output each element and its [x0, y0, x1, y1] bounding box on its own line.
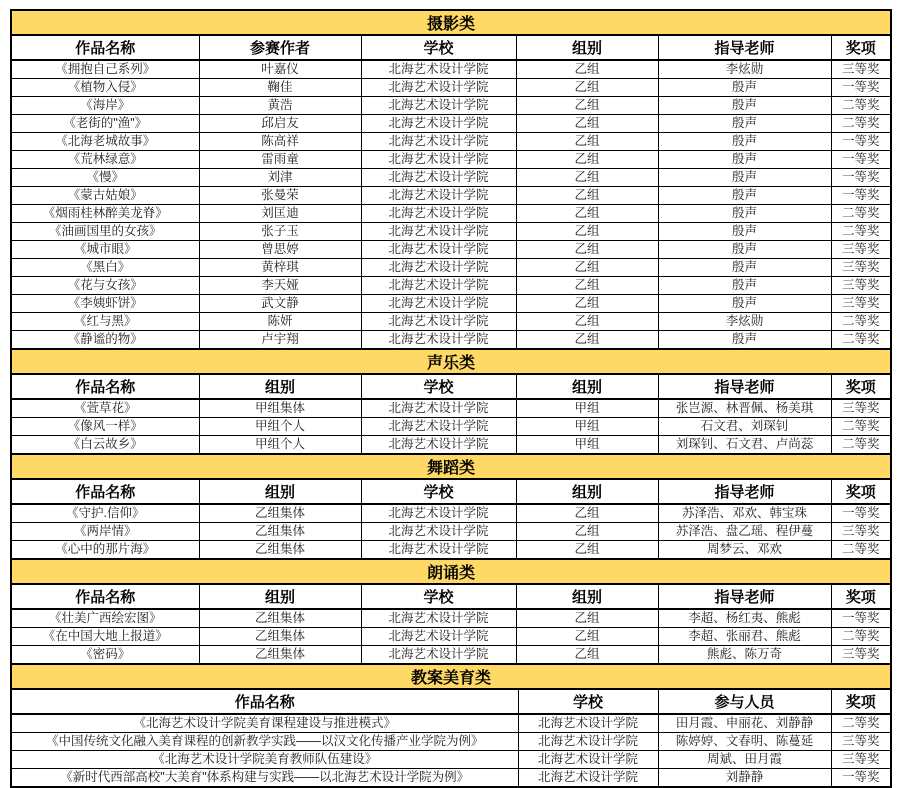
table-row: [11, 504, 891, 523]
cell: 三等奖: [831, 259, 891, 277]
cell: 乙组: [516, 541, 658, 560]
cell: 乙组集体: [199, 523, 361, 541]
table-row: [11, 313, 891, 331]
cell: 周梦云、邓欢: [658, 541, 831, 560]
cell: 甲组: [516, 399, 658, 418]
cell: 北海艺术设计学院: [361, 241, 516, 259]
column-header: 奖项: [831, 479, 891, 504]
cell: 乙组: [516, 223, 658, 241]
cell: 乙组: [516, 277, 658, 295]
section-table: [10, 453, 892, 560]
cell: 北海艺术设计学院: [361, 151, 516, 169]
column-header: 参与人员: [658, 689, 831, 714]
cell: 乙组集体: [199, 541, 361, 560]
table-row: [11, 151, 891, 169]
column-header: 组别: [516, 479, 658, 504]
cell: 一等奖: [831, 79, 891, 97]
cell: 田月霞、申丽花、刘静静: [658, 714, 831, 733]
cell: 《新时代西部高校"大美育"体系构建与实践——以北海艺术设计学院为例》: [11, 769, 518, 788]
cell: 二等奖: [831, 714, 891, 733]
column-header: 参赛作者: [199, 35, 361, 60]
cell: 李天娅: [199, 277, 361, 295]
cell: 乙组集体: [199, 628, 361, 646]
cell: 北海艺术设计学院: [361, 79, 516, 97]
cell: 乙组: [516, 151, 658, 169]
cell: 三等奖: [831, 295, 891, 313]
cell: 雷雨童: [199, 151, 361, 169]
table-row: [11, 60, 891, 79]
cell: 二等奖: [831, 628, 891, 646]
cell: 《北海艺术设计学院美育课程建设与推进模式》: [11, 714, 518, 733]
cell: 三等奖: [831, 399, 891, 418]
cell: 殷声: [658, 169, 831, 187]
cell: 曾思婷: [199, 241, 361, 259]
cell: 卢宇翔: [199, 331, 361, 350]
table-row: [11, 751, 891, 769]
cell: 乙组: [516, 646, 658, 665]
cell: 《慢》: [11, 169, 199, 187]
cell: 甲组: [516, 418, 658, 436]
cell: 殷声: [658, 277, 831, 295]
cell: 乙组: [516, 187, 658, 205]
cell: 殷声: [658, 259, 831, 277]
cell: 乙组: [516, 295, 658, 313]
column-header: 组别: [516, 374, 658, 399]
cell: 《李姨虾饼》: [11, 295, 199, 313]
cell: 北海艺术设计学院: [361, 205, 516, 223]
cell: 二等奖: [831, 313, 891, 331]
table-row: [11, 79, 891, 97]
cell: 北海艺术设计学院: [361, 169, 516, 187]
table-row: [11, 331, 891, 350]
column-header: 作品名称: [11, 374, 199, 399]
cell: 北海艺术设计学院: [361, 97, 516, 115]
cell: 《在中国大地上报道》: [11, 628, 199, 646]
cell: 甲组个人: [199, 418, 361, 436]
cell: 乙组: [516, 169, 658, 187]
cell: 《油画国里的女孩》: [11, 223, 199, 241]
cell: 《拥抱自己系列》: [11, 60, 199, 79]
cell: 一等奖: [831, 133, 891, 151]
cell: 乙组: [516, 241, 658, 259]
cell: 二等奖: [831, 331, 891, 350]
cell: 《植物入侵》: [11, 79, 199, 97]
cell: 乙组集体: [199, 646, 361, 665]
cell: 二等奖: [831, 223, 891, 241]
cell: 张曼荣: [199, 187, 361, 205]
section-band: [11, 10, 891, 35]
cell: 乙组集体: [199, 609, 361, 628]
cell: 《中国传统文化融入美育课程的创新教学实践——以汉文化传播产业学院为例》: [11, 733, 518, 751]
cell: 《像风一样》: [11, 418, 199, 436]
cell: 乙组: [516, 313, 658, 331]
cell: 李超、杨红夷、熊彪: [658, 609, 831, 628]
column-header-row: [11, 35, 891, 60]
cell: 苏泽浩、邓欢、韩宝珠: [658, 504, 831, 523]
cell: 北海艺术设计学院: [361, 187, 516, 205]
cell: 二等奖: [831, 115, 891, 133]
table-row: [11, 115, 891, 133]
cell: 《蒙古姑娘》: [11, 187, 199, 205]
table-row: [11, 436, 891, 455]
cell: 乙组: [516, 609, 658, 628]
cell: 北海艺术设计学院: [361, 418, 516, 436]
cell: 李炫勋: [658, 313, 831, 331]
column-header: 学校: [518, 689, 658, 714]
cell: 石文君、刘琛钊: [658, 418, 831, 436]
cell: 北海艺术设计学院: [361, 628, 516, 646]
cell: 殷声: [658, 133, 831, 151]
cell: 《密码》: [11, 646, 199, 665]
column-header: 奖项: [831, 689, 891, 714]
cell: 北海艺术设计学院: [361, 541, 516, 560]
cell: 三等奖: [831, 60, 891, 79]
cell: 殷声: [658, 115, 831, 133]
cell: 北海艺术设计学院: [361, 523, 516, 541]
table-row: [11, 223, 891, 241]
cell: 《花与女孩》: [11, 277, 199, 295]
cell: 乙组: [516, 523, 658, 541]
cell: 李炫勋: [658, 60, 831, 79]
cell: 甲组集体: [199, 399, 361, 418]
cell: 一等奖: [831, 187, 891, 205]
cell: 一等奖: [831, 504, 891, 523]
section-band: [11, 664, 891, 689]
cell: 《静谧的物》: [11, 331, 199, 350]
column-header-row: [11, 689, 891, 714]
cell: 武文静: [199, 295, 361, 313]
cell: 北海艺术设计学院: [518, 769, 658, 788]
cell: 《壮美广西绘宏图》: [11, 609, 199, 628]
column-header: 学校: [361, 374, 516, 399]
column-header-row: [11, 374, 891, 399]
section-table: [10, 9, 892, 350]
table-row: [11, 714, 891, 733]
cell: 《烟雨桂林醉美龙脊》: [11, 205, 199, 223]
table-row: [11, 97, 891, 115]
cell: 北海艺术设计学院: [361, 609, 516, 628]
cell: 陈妍: [199, 313, 361, 331]
table-row: [11, 169, 891, 187]
cell: 邱启友: [199, 115, 361, 133]
cell: 北海艺术设计学院: [361, 60, 516, 79]
cell: 二等奖: [831, 541, 891, 560]
cell: 张子玉: [199, 223, 361, 241]
table-row: [11, 733, 891, 751]
column-header: 组别: [199, 374, 361, 399]
cell: 殷声: [658, 187, 831, 205]
cell: 北海艺术设计学院: [361, 295, 516, 313]
cell: 《北海老城故事》: [11, 133, 199, 151]
table-row: [11, 609, 891, 628]
cell: 刘琛钊、石文君、卢尚蕊: [658, 436, 831, 455]
cell: 三等奖: [831, 751, 891, 769]
column-header: 作品名称: [11, 35, 199, 60]
section-title: 教案美育类: [11, 664, 891, 689]
table-row: [11, 523, 891, 541]
cell: 殷声: [658, 97, 831, 115]
cell: 刘津: [199, 169, 361, 187]
cell: 刘匡迪: [199, 205, 361, 223]
cell: 乙组: [516, 115, 658, 133]
column-header: 指导老师: [658, 584, 831, 609]
cell: 乙组: [516, 628, 658, 646]
table-row: [11, 241, 891, 259]
table-row: [11, 399, 891, 418]
cell: 三等奖: [831, 277, 891, 295]
cell: 乙组: [516, 60, 658, 79]
column-header: 组别: [199, 479, 361, 504]
column-header: 指导老师: [658, 35, 831, 60]
column-header: 指导老师: [658, 479, 831, 504]
cell: 《萱草花》: [11, 399, 199, 418]
section-title: 摄影类: [11, 10, 891, 35]
cell: 北海艺术设计学院: [361, 277, 516, 295]
cell: 《黑白》: [11, 259, 199, 277]
section-title: 声乐类: [11, 349, 891, 374]
cell: 北海艺术设计学院: [361, 399, 516, 418]
column-header: 作品名称: [11, 479, 199, 504]
cell: 殷声: [658, 331, 831, 350]
cell: 甲组: [516, 436, 658, 455]
cell: 三等奖: [831, 646, 891, 665]
cell: 陈高祥: [199, 133, 361, 151]
cell: 周斌、田月霞: [658, 751, 831, 769]
cell: 北海艺术设计学院: [361, 223, 516, 241]
cell: 黄梓琪: [199, 259, 361, 277]
section-band: [11, 349, 891, 374]
column-header: 作品名称: [11, 584, 199, 609]
cell: 《老街的"渔"》: [11, 115, 199, 133]
cell: 三等奖: [831, 523, 891, 541]
award-tables: [10, 9, 891, 788]
column-header: 奖项: [831, 374, 891, 399]
table-row: [11, 628, 891, 646]
column-header: 奖项: [831, 35, 891, 60]
column-header: 组别: [516, 584, 658, 609]
cell: 二等奖: [831, 436, 891, 455]
cell: 北海艺术设计学院: [361, 436, 516, 455]
cell: 乙组集体: [199, 504, 361, 523]
cell: 刘静静: [658, 769, 831, 788]
cell: 一等奖: [831, 151, 891, 169]
cell: 黄浩: [199, 97, 361, 115]
cell: 一等奖: [831, 169, 891, 187]
cell: 三等奖: [831, 733, 891, 751]
column-header: 组别: [516, 35, 658, 60]
cell: 北海艺术设计学院: [361, 115, 516, 133]
section-table: [10, 558, 892, 665]
cell: 李超、张丽君、熊彪: [658, 628, 831, 646]
cell: 北海艺术设计学院: [518, 714, 658, 733]
cell: 二等奖: [831, 418, 891, 436]
table-row: [11, 133, 891, 151]
table-row: [11, 277, 891, 295]
section-band: [11, 559, 891, 584]
column-header: 奖项: [831, 584, 891, 609]
cell: 《荒林绿意》: [11, 151, 199, 169]
table-row: [11, 259, 891, 277]
cell: 北海艺术设计学院: [361, 504, 516, 523]
cell: 殷声: [658, 79, 831, 97]
cell: 一等奖: [831, 769, 891, 788]
cell: 张岂源、林晋佩、杨美琪: [658, 399, 831, 418]
section-title: 舞蹈类: [11, 454, 891, 479]
column-header: 指导老师: [658, 374, 831, 399]
table-row: [11, 541, 891, 560]
cell: 叶嘉仪: [199, 60, 361, 79]
cell: 《城市眼》: [11, 241, 199, 259]
cell: 殷声: [658, 295, 831, 313]
cell: 陈婷婷、文春明、陈蔓延: [658, 733, 831, 751]
cell: 殷声: [658, 151, 831, 169]
column-header: 组别: [199, 584, 361, 609]
column-header: 学校: [361, 35, 516, 60]
cell: 北海艺术设计学院: [361, 331, 516, 350]
cell: 乙组: [516, 331, 658, 350]
table-row: [11, 187, 891, 205]
cell: 殷声: [658, 205, 831, 223]
cell: 北海艺术设计学院: [518, 733, 658, 751]
cell: 北海艺术设计学院: [361, 133, 516, 151]
cell: 《海岸》: [11, 97, 199, 115]
table-row: [11, 295, 891, 313]
cell: 三等奖: [831, 241, 891, 259]
cell: 殷声: [658, 223, 831, 241]
cell: 《北海艺术设计学院美育教师队伍建设》: [11, 751, 518, 769]
table-row: [11, 646, 891, 665]
cell: 苏泽浩、盘乙瑶、程伊蔓: [658, 523, 831, 541]
column-header-row: [11, 584, 891, 609]
cell: 二等奖: [831, 97, 891, 115]
cell: 《白云故乡》: [11, 436, 199, 455]
cell: 甲组个人: [199, 436, 361, 455]
column-header-row: [11, 479, 891, 504]
section-band: [11, 454, 891, 479]
cell: 二等奖: [831, 205, 891, 223]
cell: 《两岸情》: [11, 523, 199, 541]
column-header: 作品名称: [11, 689, 518, 714]
cell: 乙组: [516, 259, 658, 277]
cell: 乙组: [516, 504, 658, 523]
cell: 北海艺术设计学院: [361, 259, 516, 277]
column-header: 学校: [361, 584, 516, 609]
section-table: [10, 348, 892, 455]
cell: 熊彪、陈万奇: [658, 646, 831, 665]
column-header: 学校: [361, 479, 516, 504]
table-row: [11, 418, 891, 436]
cell: 乙组: [516, 97, 658, 115]
table-row: [11, 769, 891, 788]
cell: 殷声: [658, 241, 831, 259]
cell: 《守护.信仰》: [11, 504, 199, 523]
table-row: [11, 205, 891, 223]
cell: 北海艺术设计学院: [361, 646, 516, 665]
cell: 乙组: [516, 79, 658, 97]
cell: 一等奖: [831, 609, 891, 628]
cell: 《心中的那片海》: [11, 541, 199, 560]
section-title: 朗诵类: [11, 559, 891, 584]
section-table: [10, 663, 892, 788]
cell: 北海艺术设计学院: [361, 313, 516, 331]
cell: 乙组: [516, 133, 658, 151]
cell: 鞠佳: [199, 79, 361, 97]
cell: 乙组: [516, 205, 658, 223]
cell: 《红与黑》: [11, 313, 199, 331]
cell: 北海艺术设计学院: [518, 751, 658, 769]
